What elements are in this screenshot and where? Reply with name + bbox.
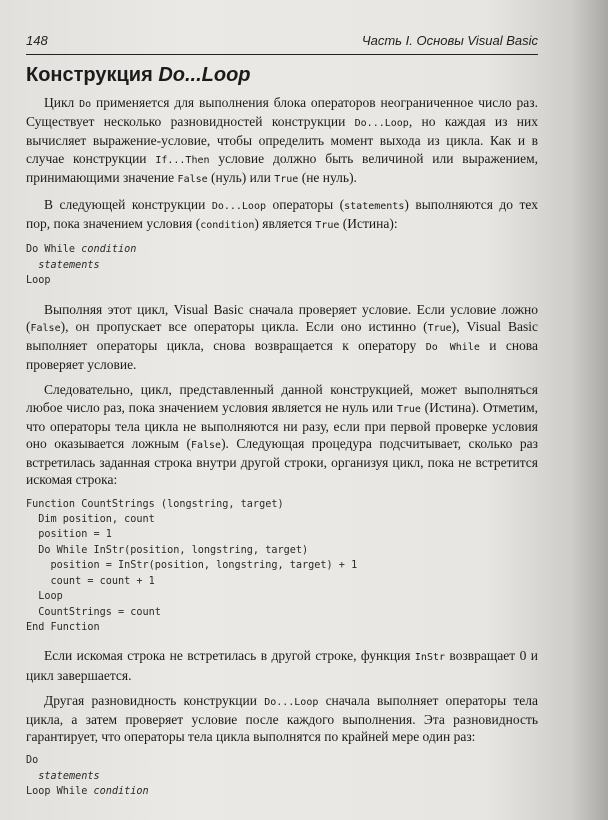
code-line: position = InStr(position, longstring, target) + 1 <box>26 560 358 572</box>
code-placeholder: statements <box>38 259 100 271</box>
code-line: Loop <box>26 591 63 603</box>
section-title <box>26 62 538 88</box>
text: Цикл <box>44 95 80 110</box>
text: возвращает 0 и цикл завершается. <box>26 648 539 683</box>
text: ) выполняются до тех пор, пока значением условия ( <box>26 197 538 232</box>
inline-code: If...Then <box>155 154 210 166</box>
text: Выполняя этот цикл, Visual Basic сначала проверяет условие. Если условие ложно ( <box>26 301 538 334</box>
code-line: Do While InStr(position, longstring, target) <box>26 544 309 556</box>
paragraph-explanation <box>26 301 538 374</box>
code-line: CountStrings = count <box>26 606 161 618</box>
inline-code: Do...Loop <box>211 201 266 213</box>
inline-code: Do...Loop <box>354 118 409 130</box>
text: и снова проверяет условие. <box>26 338 538 373</box>
code-line <box>26 769 538 784</box>
inline-code: True <box>315 220 340 232</box>
text: ). Следующая процедура подсчитывает, сколько раз встретилась заданная строка внутри другой строки, организуя цикл, пока не встретится искомая строка: <box>26 436 538 488</box>
paragraph-loop-while <box>26 692 538 746</box>
inline-code: False <box>177 173 208 185</box>
text: ), он пропускает все операторы цикла. Если оно истинно ( <box>60 318 428 334</box>
paragraph-consequence <box>26 381 538 488</box>
text: Если искомая строка не встретилась в другой строке, функция <box>44 648 415 664</box>
code-block-countstrings <box>26 497 538 636</box>
header-rule <box>26 54 538 55</box>
code-line <box>26 784 538 799</box>
inline-code: Do While <box>425 342 480 354</box>
text: операторы ( <box>266 197 345 213</box>
code-placeholder: statements <box>38 770 100 782</box>
page-body <box>26 62 538 812</box>
paragraph-intro <box>26 94 538 188</box>
text: (не нуль). <box>298 169 357 185</box>
inline-code: False <box>190 440 222 452</box>
section-title-prefix: Конструкция <box>26 64 159 86</box>
code-line: count = count + 1 <box>26 575 155 587</box>
code-line: Function CountStrings (longstring, target) <box>26 498 284 510</box>
text: условие должно быть величиной или выражением, принимающими значение <box>26 150 538 185</box>
code-line: Do <box>26 755 39 767</box>
text: Другая разновидность конструкции <box>44 692 265 708</box>
inline-code: True <box>396 403 421 415</box>
inline-code: condition <box>200 220 255 232</box>
page-number: 148 <box>26 33 48 48</box>
running-title: Часть I. Основы Visual Basic <box>361 33 538 48</box>
code-line: Dim position, count <box>26 514 155 526</box>
text: ) является <box>254 216 316 232</box>
inline-code: True <box>427 322 452 334</box>
text: (Истина): <box>339 216 398 232</box>
inline-code: InStr <box>414 652 446 664</box>
code-block-loop-while <box>26 753 538 799</box>
code-keyword: Loop While <box>26 786 94 798</box>
code-line <box>26 242 538 257</box>
inline-code: statements <box>344 201 405 213</box>
text: (Истина). Отметим, что операторы тела цикла не выполняются ни разу, если при первой проверке условия оно оказывается ложным ( <box>26 399 538 452</box>
code-line <box>26 258 538 273</box>
text: применяется для выполнения блока операторов неограниченное число раз. Существует несколько разновидностей конструкции <box>26 95 538 130</box>
code-keyword: Do While <box>26 244 82 256</box>
code-placeholder: condition <box>81 244 137 256</box>
code-block-do-while <box>26 242 538 288</box>
inline-code: Do <box>79 99 92 110</box>
text: ), Visual Basic выполняет операторы цикла, снова возвращается к оператору <box>26 318 538 354</box>
text: Следовательно, цикл, представленный данной конструкцией, может выполняться любое число раз, пока значением условия является не нуль или <box>26 382 538 415</box>
inline-code: False <box>30 322 61 334</box>
code-placeholder: condition <box>93 786 149 798</box>
text: сначала выполняет операторы тела цикла, а затем проверяет условие после каждого выполнения. Эта разновидность гарантирует, что операторы тела цикла выполнятся по крайней мере один раз: <box>26 692 539 745</box>
paragraph-do-while <box>26 196 538 234</box>
code-line: position = 1 <box>26 529 112 541</box>
text: (нуль) или <box>207 169 275 185</box>
paragraph-instr <box>26 647 538 683</box>
text: В следующей конструкции <box>44 197 212 213</box>
inline-code: True <box>274 173 299 185</box>
inline-code: Do...Loop <box>264 696 319 708</box>
section-title-keyword: Do...Loop <box>158 64 251 86</box>
text: , но каждая из них вычисляет выражение-условие, чтобы определить момент выхода из цикла. Как и в случае конструкции <box>26 114 538 166</box>
code-line: End Function <box>26 621 100 633</box>
code-line: Loop <box>26 275 51 287</box>
